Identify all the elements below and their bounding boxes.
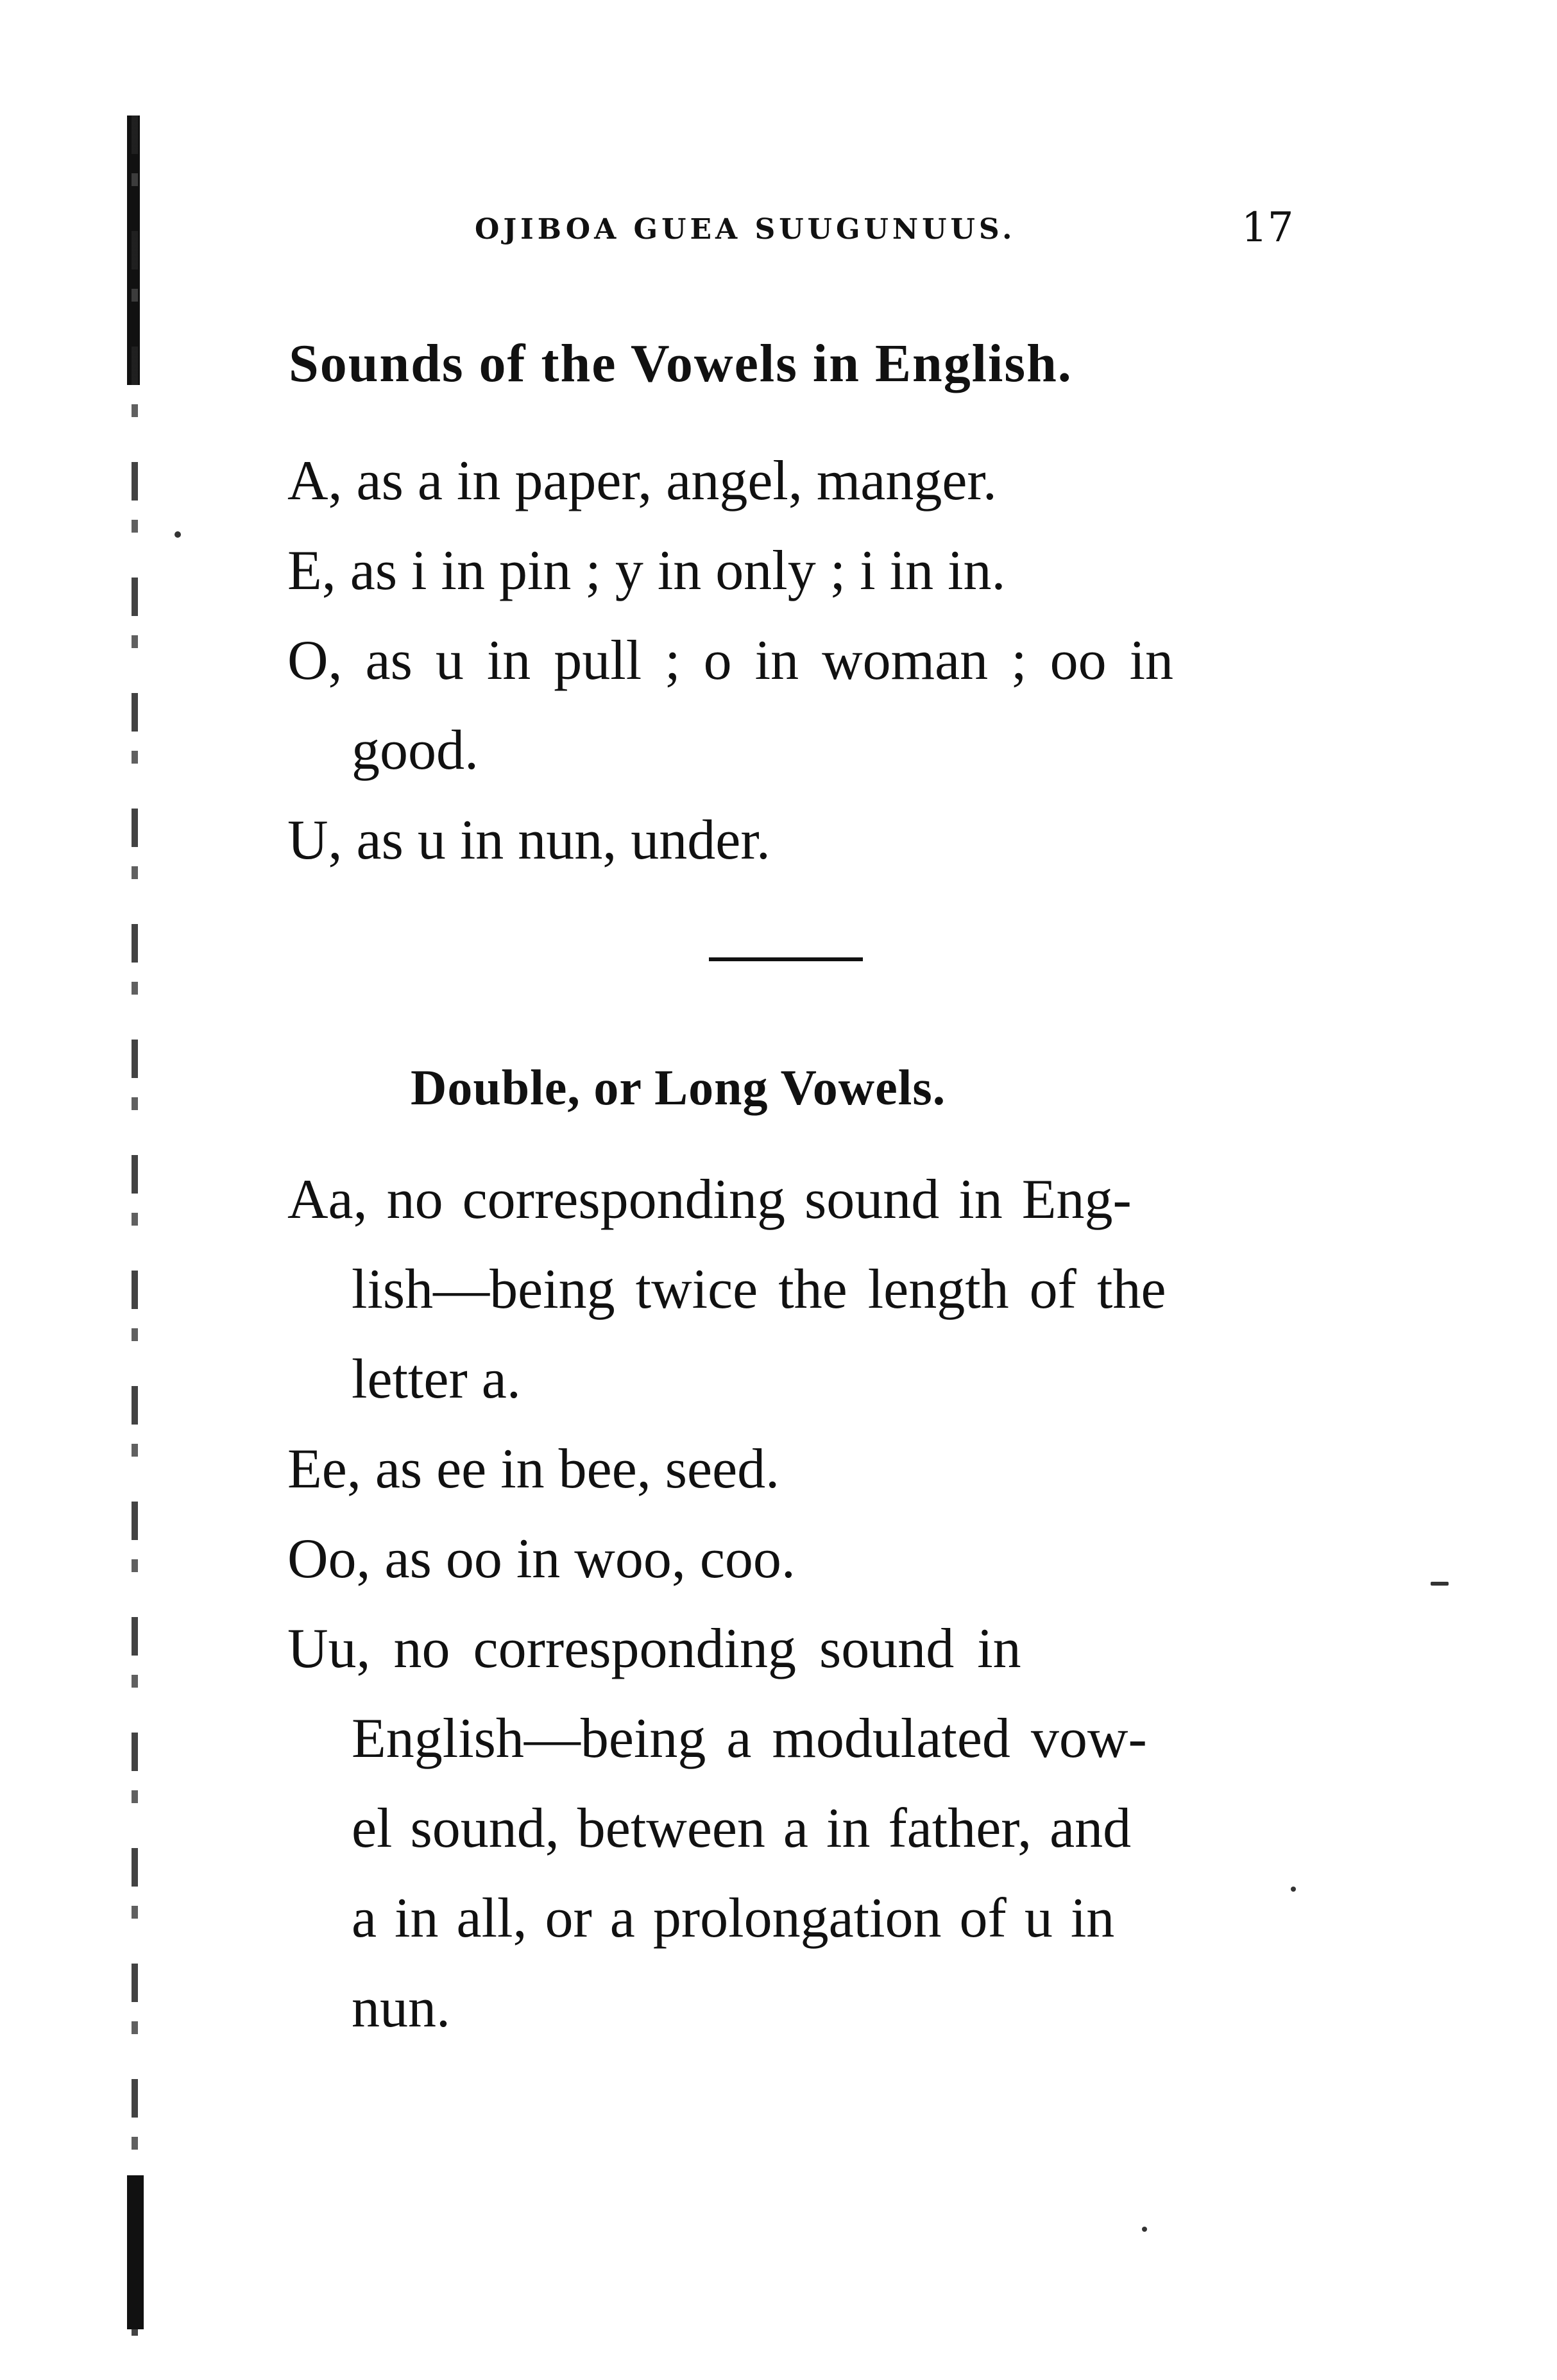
vowel-list-english [287, 436, 1314, 898]
text-line: Aa, no corresponding sound in Eng- [287, 1169, 1132, 1231]
text-line: Ee, as ee in bee, seed. [287, 1438, 780, 1500]
text-line: a in all, or a prolongation of u in [352, 1887, 1115, 1949]
text-line: E, as i in pin ; y in only ; i in in. [287, 540, 1006, 602]
scan-speck [1142, 2227, 1147, 2232]
page-number: 17 [1241, 204, 1294, 252]
scan-speck [174, 531, 181, 538]
vowel-list-long [287, 1155, 1314, 2053]
section-heading-long-vowels: Double, or Long Vowels. [411, 1059, 946, 1115]
text-line: letter a. [352, 1348, 521, 1410]
running-head: OJIBOA GUEA SUUGUNUUS. [475, 213, 1016, 246]
text-line: el sound, between a in father, and [352, 1797, 1132, 1860]
scan-binding-shadow-bottom [127, 2175, 144, 2329]
section-divider [709, 957, 863, 961]
section-heading-english-vowels: Sounds of the Vowels in English. [289, 334, 1073, 393]
text-line: good. [352, 719, 479, 782]
text-line: O, as u in pull ; o in woman ; oo in [287, 629, 1174, 692]
scan-binding-edge [132, 116, 138, 2336]
text-line: lish—being twice the length of the [352, 1258, 1166, 1321]
text-line: English—being a modulated vow- [352, 1708, 1147, 1770]
text-line: U, as u in nun, under. [287, 809, 770, 871]
text-line: A, as a in paper, angel, manger. [287, 450, 997, 512]
scan-speck [1431, 1582, 1449, 1586]
text-line: Oo, as oo in woo, coo. [287, 1528, 796, 1590]
text-line: Uu, no corresponding sound in [287, 1618, 1021, 1680]
text-line: nun. [352, 1977, 450, 2039]
